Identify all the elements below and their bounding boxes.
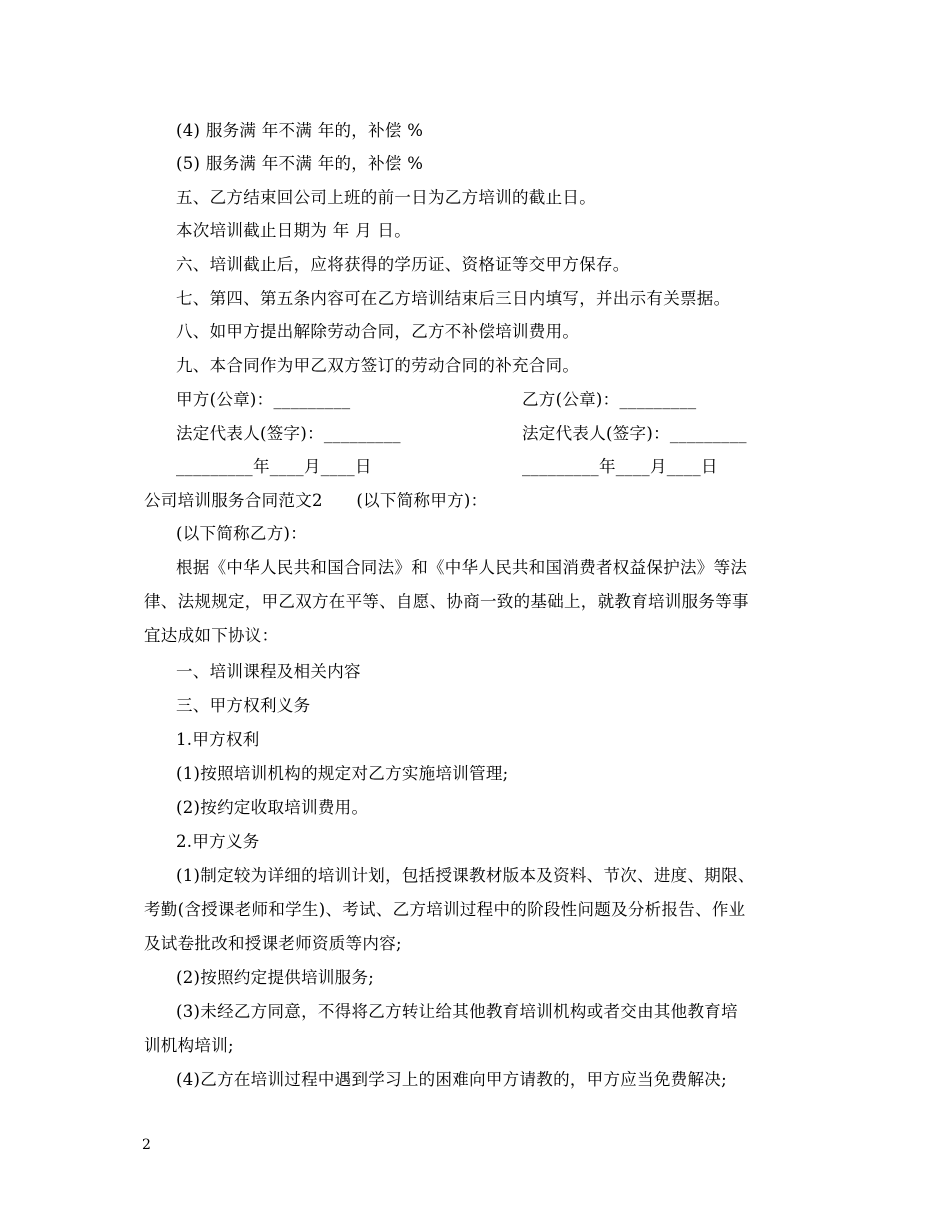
text-line: (2)按照约定提供培训服务; [176, 968, 375, 987]
text-line: 七、第四、第五条内容可在乙方培训结束后三日内填写，并出示有关票据。 [176, 289, 731, 308]
text-line: (2)按约定收取培训费用。 [176, 798, 369, 817]
text-line: 2.甲方义务 [176, 832, 260, 851]
text-line: 九、本合同作为甲乙双方签订的劳动合同的补充合同。 [176, 356, 580, 375]
party-b-date: _________年____月____日 [522, 457, 718, 476]
text-line: (1)制定较为详细的培训计划，包括授课教材版本及资料、节次、进度、期限、 [176, 866, 755, 885]
page-number: 2 [142, 1137, 151, 1153]
text-line: 律、法规规定，甲乙双方在平等、自愿、协商一致的基础上，就教育培训服务等事 [144, 592, 749, 611]
text-line: 本次培训截止日期为 年 月 日。 [176, 221, 412, 240]
text-line: (1)按照培训机构的规定对乙方实施培训管理; [176, 764, 509, 783]
text-line: (5) 服务满 年不满 年的，补偿 % [176, 154, 424, 173]
party-b-representative: 法定代表人(签字)：_________ [522, 424, 747, 443]
text-line: (以下简称乙方)： [176, 524, 308, 543]
text-line: (3)未经乙方同意，不得将乙方转让给其他教育培训机构或者交由其他教育培 [176, 1002, 738, 1021]
text-line: 考勤(含授课老师和学生)、考试、乙方培训过程中的阶段性问题及分析报告、作业 [144, 900, 746, 919]
text-line: 训机构培训; [144, 1036, 234, 1055]
text-line: 及试卷批改和授课老师资质等内容; [144, 934, 402, 953]
text-line: 根据《中华人民共和国合同法》和《中华人民共和国消费者权益保护法》等法 [176, 558, 748, 577]
party-a-seal: 甲方(公章)：_________ [176, 390, 351, 409]
section-title: 公司培训服务合同范文2 (以下简称甲方)： [144, 491, 488, 510]
party-b-seal: 乙方(公章)：_________ [522, 390, 697, 409]
text-line: 五、乙方结束回公司上班的前一日为乙方培训的截止日。 [176, 188, 596, 207]
party-a-representative: 法定代表人(签字)：_________ [176, 424, 401, 443]
text-line: 宜达成如下协议： [144, 626, 279, 645]
text-line: 八、如甲方提出解除劳动合同，乙方不补偿培训费用。 [176, 322, 580, 341]
party-a-date: _________年____月____日 [176, 457, 372, 476]
text-line: 一、培训课程及相关内容 [176, 662, 361, 681]
text-line: 1.甲方权利 [176, 730, 260, 749]
text-line: 六、培训截止后，应将获得的学历证、资格证等交甲方保存。 [176, 255, 630, 274]
text-line: (4) 服务满 年不满 年的，补偿 % [176, 121, 424, 140]
text-line: 三、甲方权利义务 [176, 696, 311, 715]
text-line: (4)乙方在培训过程中遇到学习上的困难向甲方请教的，甲方应当免费解决; [176, 1070, 727, 1089]
